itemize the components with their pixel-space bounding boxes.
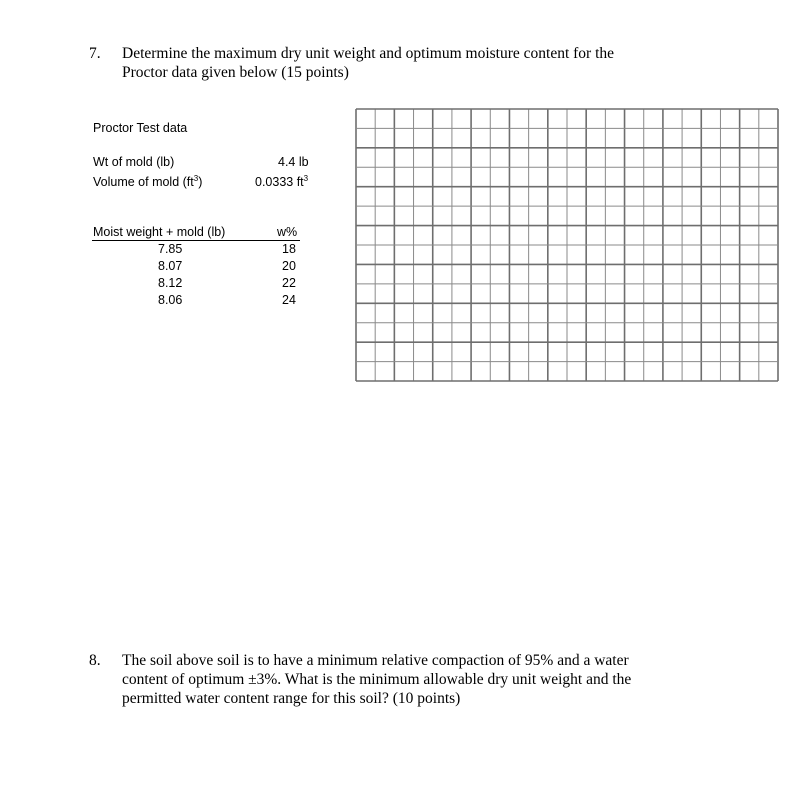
mold-volume-label-close: ) bbox=[198, 175, 203, 190]
question-8 bbox=[89, 651, 729, 711]
mold-volume-value bbox=[255, 174, 308, 189]
question-7 bbox=[89, 44, 729, 84]
table-row-w: 24 bbox=[282, 293, 296, 307]
question-8-line-3: permitted water content range for this soil? (10 points) bbox=[122, 690, 461, 707]
table-row-weight: 8.06 bbox=[158, 293, 183, 307]
question-8-number: 8. bbox=[89, 652, 101, 669]
table-row-weight: 7.85 bbox=[158, 242, 183, 256]
question-8-line-2: content of optimum ±3%. What is the minimum allowable dry unit weight and the bbox=[122, 671, 632, 688]
proctor-heading: Proctor Test data bbox=[93, 121, 188, 135]
question-7-number: 7. bbox=[89, 45, 101, 62]
table-row-w: 22 bbox=[282, 276, 296, 290]
table-header-water-content: w% bbox=[277, 225, 298, 239]
table-row-weight: 8.07 bbox=[158, 259, 183, 273]
question-7-line-1: Determine the maximum dry unit weight and optimum moisture content for the bbox=[122, 45, 615, 62]
table-row-weight: 8.12 bbox=[158, 276, 183, 290]
mold-weight-value: 4.4 lb bbox=[278, 155, 309, 169]
table-header-rule bbox=[92, 240, 300, 241]
mold-volume-label bbox=[93, 174, 202, 189]
mold-volume-label-exponent: 3 bbox=[193, 174, 199, 183]
question-8-line-1: The soil above soil is to have a minimum relative compaction of 95% and a water bbox=[122, 652, 629, 669]
question-7-line-2: Proctor data given below (15 points) bbox=[122, 64, 349, 81]
question-7-text bbox=[122, 44, 614, 82]
table-row-w: 18 bbox=[282, 242, 296, 256]
mold-weight-label: Wt of mold (lb) bbox=[93, 155, 175, 169]
question-8-text bbox=[122, 651, 631, 708]
table-row-w: 20 bbox=[282, 259, 296, 273]
mold-volume-value-exponent: 3 bbox=[303, 174, 309, 183]
table-header-moist-weight: Moist weight + mold (lb) bbox=[93, 225, 226, 239]
mold-volume-value-text: 0.0333 ft bbox=[255, 175, 304, 190]
graph-paper-grid bbox=[355, 108, 779, 382]
mold-volume-label-text: Volume of mold (ft bbox=[93, 175, 194, 190]
